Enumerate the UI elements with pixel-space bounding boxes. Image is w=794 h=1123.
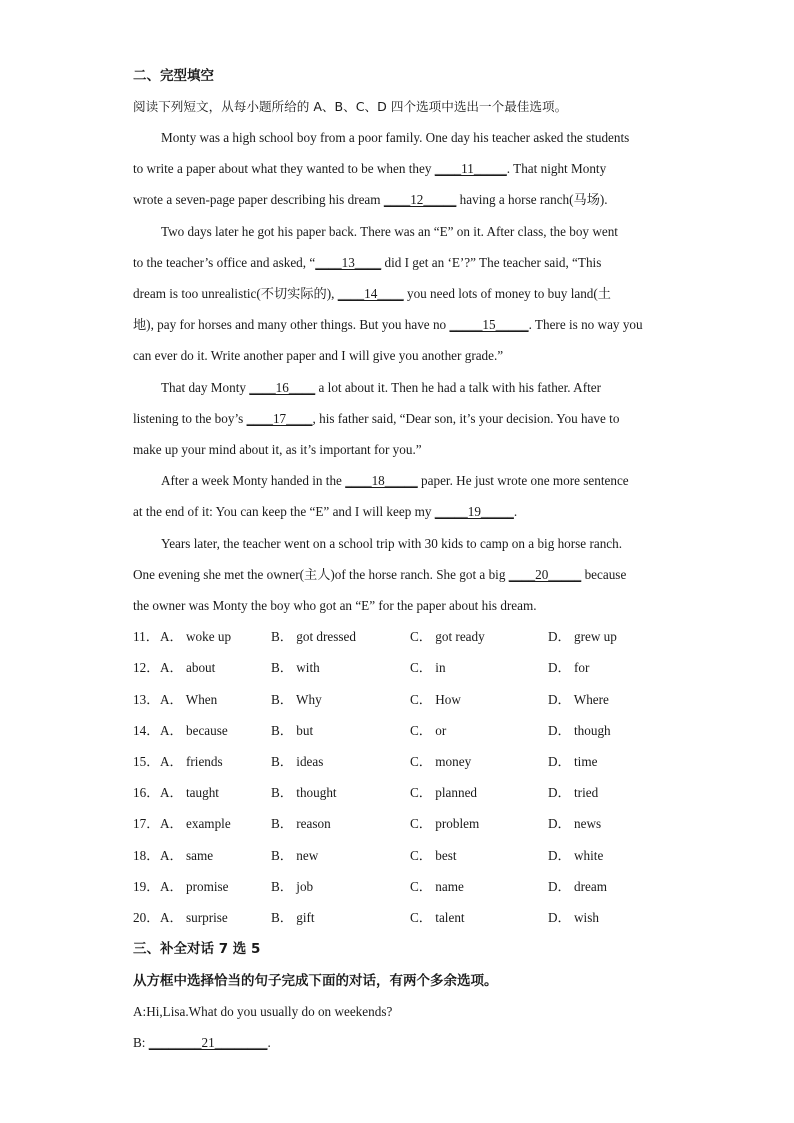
- option-c[interactable]: C． money: [410, 754, 472, 769]
- option-a[interactable]: A． friends: [160, 754, 223, 769]
- question-number: 18．: [133, 848, 160, 863]
- option-d[interactable]: D． wish: [548, 910, 599, 925]
- passage-line: [133, 503, 517, 521]
- passage-text: because: [581, 567, 627, 582]
- passage-text: paper. He just wrote one more sentence: [417, 473, 629, 488]
- option-b[interactable]: B． job: [271, 879, 314, 894]
- option-d[interactable]: D． grew up: [548, 629, 617, 644]
- passage-line: [161, 472, 629, 490]
- blank-19[interactable]: _____19_____: [434, 504, 514, 519]
- passage-text: . That night Monty: [506, 161, 607, 176]
- passage-line: [133, 191, 608, 209]
- dialog-line-b: [133, 1034, 271, 1052]
- option-b[interactable]: B． with: [271, 660, 320, 675]
- blank-12[interactable]: ____12_____: [383, 192, 457, 207]
- question-number: 17．: [133, 816, 160, 831]
- option-a[interactable]: A． because: [160, 723, 228, 738]
- passage-text: to write a paper about what they wanted to be when they: [133, 161, 435, 176]
- question-number: 14．: [133, 723, 160, 738]
- option-c[interactable]: C． talent: [410, 910, 465, 925]
- option-c[interactable]: C． in: [410, 660, 446, 675]
- passage-text: a lot about it. Then he had a talk with his father. After: [315, 380, 601, 395]
- option-c[interactable]: C． name: [410, 879, 464, 894]
- blank-20[interactable]: ____20_____: [508, 567, 582, 582]
- option-b[interactable]: B． gift: [271, 910, 315, 925]
- passage-text: After a week Monty handed in the: [161, 473, 346, 488]
- option-d[interactable]: D． Where: [548, 692, 609, 707]
- option-b[interactable]: B． got dressed: [271, 629, 356, 644]
- passage-line: Monty was a high school boy from a poor family. One day his teacher asked the students: [161, 130, 630, 145]
- passage-line: Years later, the teacher went on a school trip with 30 kids to camp on a big horse ranch.: [161, 536, 623, 551]
- blank-17[interactable]: ____17____: [246, 411, 313, 426]
- blank-16[interactable]: ____16____: [249, 380, 316, 395]
- passage-text: . There is no way you: [528, 317, 643, 332]
- question-number: 19．: [133, 879, 160, 894]
- question-number: 16．: [133, 785, 160, 800]
- option-a[interactable]: A． surprise: [160, 910, 228, 925]
- option-a[interactable]: A． about: [160, 660, 216, 675]
- passage-text: dream is too unrealistic(不切实际的),: [133, 286, 338, 301]
- option-b[interactable]: B． but: [271, 723, 314, 738]
- option-b[interactable]: B． new: [271, 848, 319, 863]
- blank-15[interactable]: _____15_____: [449, 317, 529, 332]
- option-d[interactable]: D． news: [548, 816, 602, 831]
- question-number: 12．: [133, 660, 160, 675]
- option-c[interactable]: C． planned: [410, 785, 478, 800]
- passage-text: 地), pay for horses and many other things. But you have no: [133, 317, 450, 332]
- passage-text: .: [513, 504, 518, 519]
- passage-line: Two days later he got his paper back. There was an “E” on it. After class, the boy went: [161, 224, 618, 239]
- blank-14[interactable]: ____14____: [337, 286, 404, 301]
- passage-line: can ever do it. Write another paper and I will give you another grade.”: [133, 348, 504, 363]
- option-a[interactable]: A． same: [160, 848, 214, 863]
- dialog-line-a: A:Hi,Lisa.What do you usually do on weekends?: [133, 1004, 393, 1019]
- option-a[interactable]: A． taught: [160, 785, 219, 800]
- option-b[interactable]: B． reason: [271, 816, 331, 831]
- passage-line: [133, 566, 626, 584]
- dialog-speaker: B:: [133, 1035, 149, 1050]
- blank-11[interactable]: ____11_____: [434, 161, 507, 176]
- passage-line: [133, 160, 606, 178]
- option-c[interactable]: C． best: [410, 848, 457, 863]
- blank-13[interactable]: ____13____: [315, 255, 382, 270]
- question-number: 13．: [133, 692, 160, 707]
- passage-line: make up your mind about it, as it’s important for you.”: [133, 442, 422, 457]
- passage-text: , his father said, “Dear son, it’s your decision. You have to: [312, 411, 620, 426]
- option-c[interactable]: C． or: [410, 723, 447, 738]
- option-b[interactable]: B． Why: [271, 692, 322, 707]
- passage-text: wrote a seven-page paper describing his dream: [133, 192, 384, 207]
- option-d[interactable]: D． dream: [548, 879, 607, 894]
- section3-heading: 三、补全对话 7 选 5: [133, 941, 261, 957]
- option-d[interactable]: D． for: [548, 660, 590, 675]
- passage-text: That day Monty: [161, 380, 250, 395]
- passage-text: One evening she met the owner(主人)of the horse ranch. She got a big: [133, 567, 509, 582]
- passage-line: [133, 410, 619, 428]
- option-b[interactable]: B． thought: [271, 785, 337, 800]
- option-a[interactable]: A． promise: [160, 879, 229, 894]
- passage-line: [133, 316, 643, 334]
- option-a[interactable]: A． When: [160, 692, 218, 707]
- passage-line: [133, 254, 601, 272]
- question-number: 15．: [133, 754, 160, 769]
- passage-line: [161, 379, 601, 397]
- question-number: 20．: [133, 910, 160, 925]
- passage-line: the owner was Monty the boy who got an “E” for the paper about his dream.: [133, 598, 537, 613]
- question-number: 11．: [133, 629, 159, 644]
- option-d[interactable]: D． time: [548, 754, 598, 769]
- passage-text: having a horse ranch(马场).: [456, 192, 608, 207]
- option-c[interactable]: C． problem: [410, 816, 480, 831]
- option-d[interactable]: D． though: [548, 723, 611, 738]
- passage-text: at the end of it: You can keep the “E” and I will keep my: [133, 504, 435, 519]
- passage-text: listening to the boy’s: [133, 411, 247, 426]
- option-b[interactable]: B． ideas: [271, 754, 324, 769]
- option-c[interactable]: C． How: [410, 692, 461, 707]
- option-a[interactable]: A． woke up: [160, 629, 232, 644]
- blank-18[interactable]: ____18_____: [345, 473, 418, 488]
- passage-text: you need lots of money to buy land(土: [403, 286, 611, 301]
- option-d[interactable]: D． white: [548, 848, 604, 863]
- blank-21[interactable]: ________21________: [148, 1035, 268, 1050]
- section3-instruction: 从方框中选择恰当的句子完成下面的对话，有两个多余选项。: [133, 973, 498, 989]
- section2-instruction: 阅读下列短文，从每小题所给的 A、B、C、D 四个选项中选出一个最佳选项。: [133, 99, 568, 114]
- passage-text: to the teacher’s office and asked, “: [133, 255, 316, 270]
- option-c[interactable]: C． got ready: [410, 629, 485, 644]
- dialog-text: .: [267, 1035, 271, 1050]
- option-a[interactable]: A． example: [160, 816, 231, 831]
- section2-heading: 二、完型填空: [133, 68, 214, 84]
- passage-line: [133, 285, 611, 303]
- option-d[interactable]: D． tried: [548, 785, 599, 800]
- passage-text: did I get an ‘E’?” The teacher said, “This: [381, 255, 602, 270]
